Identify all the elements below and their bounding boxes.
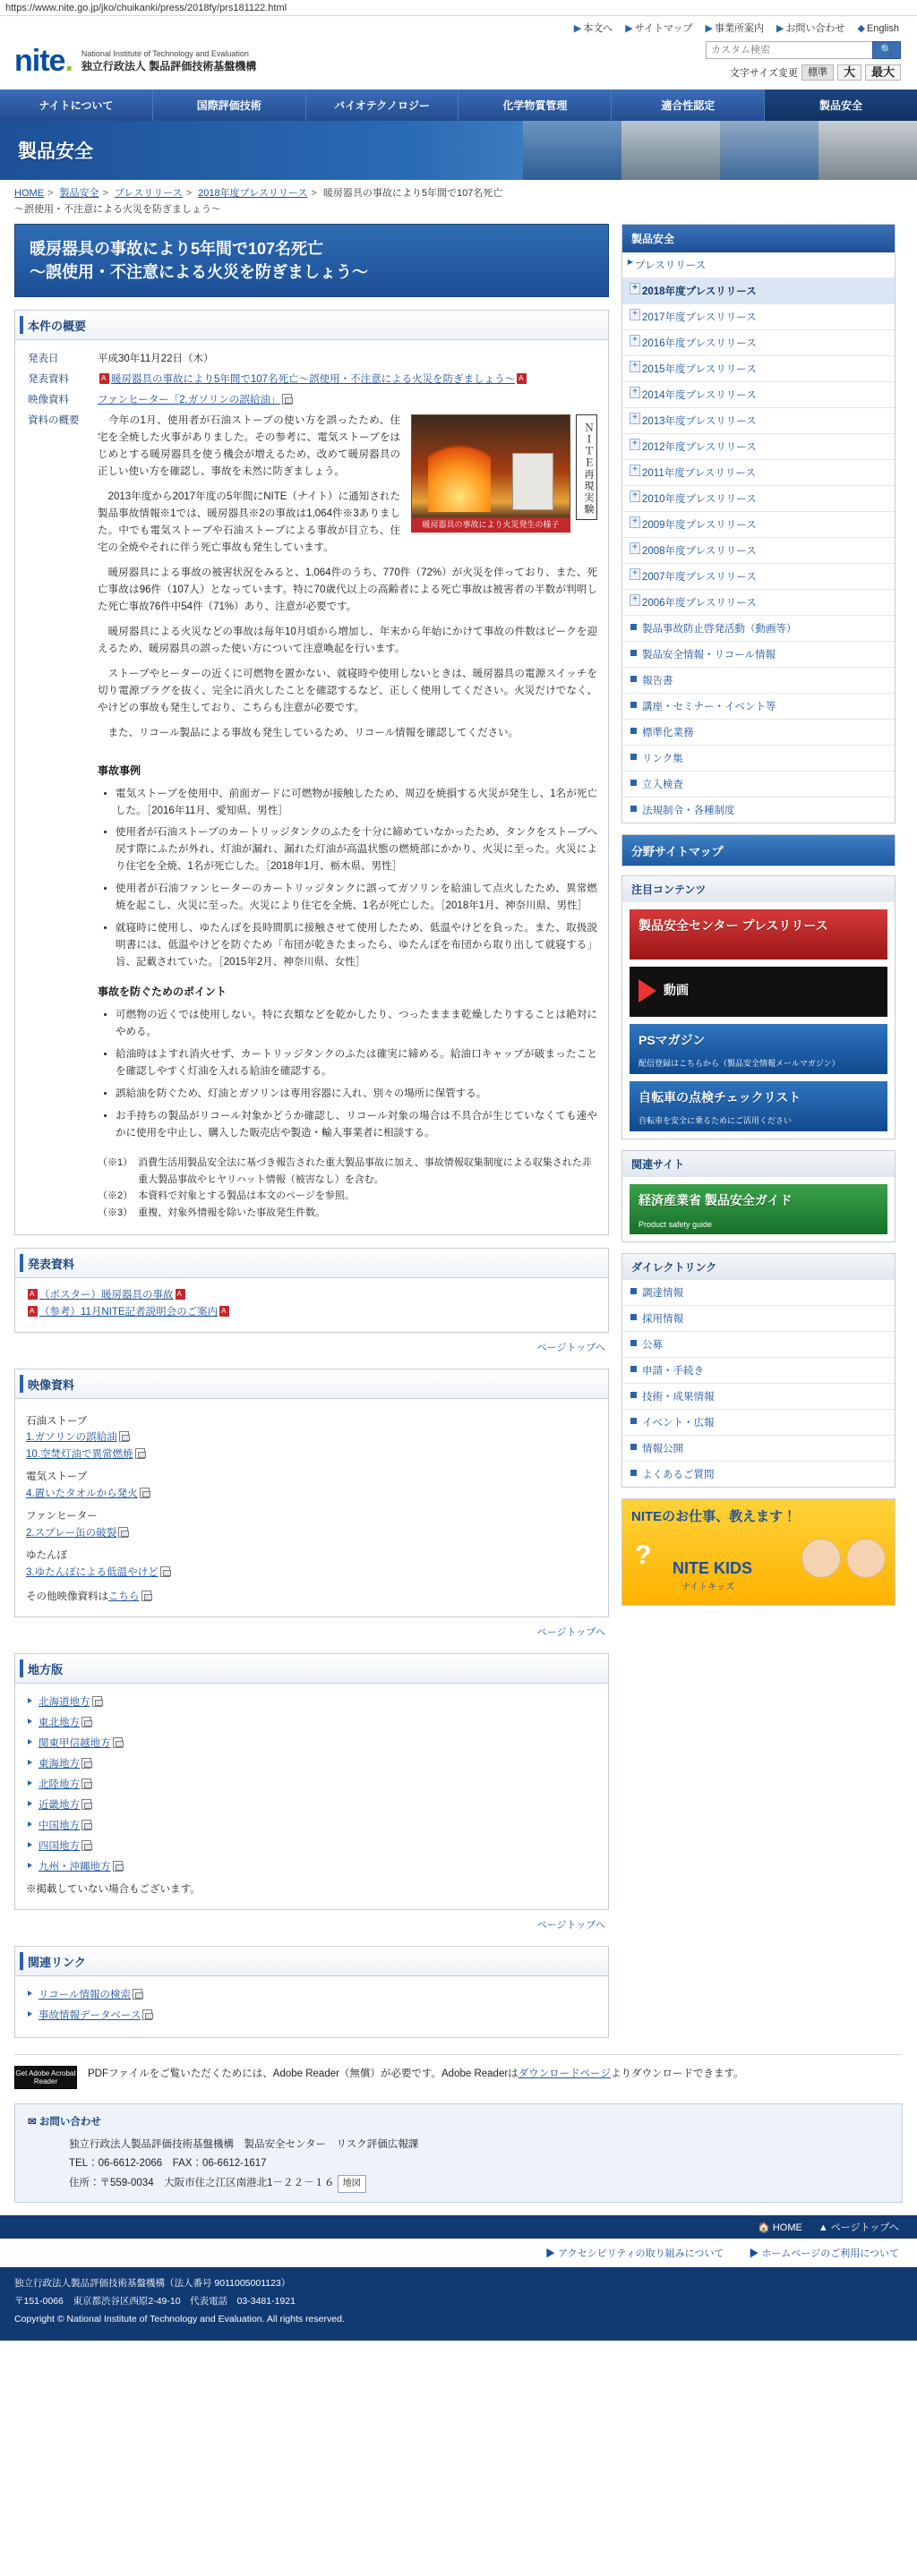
sidebar-item-press-2011[interactable]: + 2011年度プレスリリース (622, 460, 895, 486)
overview-paragraph-4: ストーブやヒーターの近くに可燃物を置かない、就寝時や使用しないときは、暖房器具の電源スイッチを切り電源プラグを抜く、完全に消火したことを確認するなど、正しく使用してください。火災だけでなく、やけどの事故も発生しており、こちらも注意が必要です。 (98, 668, 597, 713)
sidebar-item-press-2009[interactable]: + 2009年度プレスリリース (622, 512, 895, 538)
breadcrumb-press-2018[interactable]: 2018年度プレスリリース (198, 188, 308, 199)
new-window-icon (141, 1591, 151, 1601)
sidebar-item-links[interactable]: リンク集 (622, 746, 895, 772)
video-category-0: 石油ストーブ (26, 1415, 88, 1427)
page-top-link-1[interactable] (14, 1333, 609, 1356)
footnotes (98, 1155, 597, 1222)
banner-meti-guide-label: 経済産業省 製品安全ガイド (638, 1193, 793, 1208)
browser-url-bar[interactable]: https://www.nite.go.jp/jko/chuikanki/press/2018fy/prs181122.html (0, 0, 917, 16)
video-link-1-0[interactable]: 4.置いたタオルから発火 (26, 1488, 138, 1500)
local-link-1[interactable]: 東北地方 (39, 1718, 80, 1729)
sidebar-item-press-2014[interactable]: + 2014年度プレスリリース (622, 382, 895, 408)
figure-caption: 暖房器具の事故により火災発生の様子 (411, 518, 570, 533)
banner-bicycle-check-label: 自転車の点検チェックリスト (638, 1090, 801, 1105)
arrow-icon: ▶ (705, 23, 713, 34)
utility-nav-item-4[interactable]: ◆ English (857, 22, 899, 34)
banner-nite-kids[interactable] (621, 1498, 896, 1606)
logo-dot: . (64, 44, 73, 78)
direct-link-faq[interactable]: よくあるご質問 (622, 1462, 895, 1487)
list-item[interactable] (26, 1985, 597, 2006)
prevention-list (98, 1007, 597, 1142)
sidebar-item-press-2017[interactable]: + 2017年度プレスリリース (622, 304, 895, 330)
sidebar-item-press[interactable]: ▶ プレスリリース (622, 252, 895, 278)
breadcrumb-home[interactable]: HOME (14, 188, 44, 199)
meta-key-summary: 資料の概要 (28, 415, 80, 427)
video-category-2: ファンヒーター (26, 1511, 98, 1523)
hero-banner (0, 121, 917, 180)
list-item: • 電気ストーブを使用中、前面ガードに可燃物が接触したため、周辺を焼損する火災が発生し、1名が死亡した。［2016年11月、愛知県、男性］ (116, 786, 597, 820)
local-note: ※掲載していない場合もございます。 (26, 1883, 201, 1895)
nite-kids-headline: NITEのお仕事、教えます！ (631, 1509, 797, 1525)
gnav-item-accreditation[interactable]: 適合性認定 (612, 90, 765, 121)
page-top-link-3[interactable] (14, 1910, 609, 1933)
footer-accessibility-link[interactable]: ▶ アクセシビリティの取り組みについて (544, 2248, 724, 2260)
list-item (26, 1565, 597, 1582)
banner-press-release-label: 製品安全センター プレスリリース (638, 918, 828, 934)
sidebar-item-press-2010[interactable]: + 2010年度プレスリリース (622, 486, 895, 512)
table-row (26, 390, 597, 411)
list-item: • 就寝時に使用し、ゆたんぽを長時間肌に接触させて使用したため、低温やけどを負った。また、取扱説明書には、低温やけどを防ぐため「布団が乾きたまったら、ゆたんぽを布団から取り出して就寝する」旨、記載されていた。［2015年2月、神奈川県、女性］ (116, 920, 597, 971)
local-link-7[interactable]: 四国地方 (39, 1840, 80, 1852)
figure-label: ＮＩＴＥ再現実験 (576, 414, 597, 520)
video-link-0-0[interactable]: 1.ガソリンの誤給油 (26, 1432, 117, 1444)
avatar (801, 1539, 841, 1578)
related-links-heading: 関連リンク (15, 1947, 608, 1976)
local-body (15, 1684, 608, 1909)
logo-line-ja: 独立行政法人 製品評価技術基盤機構 (81, 59, 257, 73)
banner-ps-magazine-label: PSマガジン (638, 1033, 706, 1048)
sidebar-item-inspection[interactable]: 立入検査 (622, 772, 895, 798)
list-item[interactable] (26, 1713, 597, 1734)
new-window-icon (133, 1989, 142, 2000)
video-category-1: 電気ストーブ (26, 1471, 88, 1483)
local-section (14, 1653, 609, 1910)
overview-section (14, 310, 609, 1234)
direct-link-offering[interactable]: 公募 (622, 1332, 895, 1358)
sidebar-nav-box (621, 224, 896, 823)
overview-paragraph-3: 暖房器具による火災などの事故は毎年10月頃から増加し、年末から年始にかけて事故の件数はピークを迎えるため、暖房器具の誤った使い方について注意喚起を行います。 (98, 626, 597, 654)
video-materials-heading: 映像資料 (15, 1369, 608, 1399)
attention-title: 注目コンテンツ (621, 875, 896, 902)
map-button[interactable]: 地図 (338, 2175, 366, 2194)
footer-bar (0, 2267, 917, 2341)
font-size-switcher (730, 64, 901, 81)
overview-paragraph-2: 暖房器具による事故の被害状況をみると、1,064件のうち、770件（72%）が火災を伴っており、また、死亡事故は96件（107人）となっています。特に70歳代以上の高齢者による死亡事故は被害者の半数が判明した死亡事故76件中54件（71%）あり、注意が必要です。 (98, 567, 597, 612)
new-window-icon (113, 1737, 123, 1748)
press-materials-section (14, 1248, 609, 1333)
pdf-note-before: PDFファイルをご覧いただくためには、Adobe Reader（無償）が必要です。Adobe Readerは (88, 2068, 518, 2079)
footnote-mark: （※1） (98, 1156, 133, 1168)
footnote-0 (98, 1155, 597, 1188)
cases-list (98, 786, 597, 972)
pdf-icon (517, 373, 527, 384)
banner-bicycle-check-sub: 自転車を安全に乗るためにご活用ください (638, 1116, 793, 1126)
gnav-item-international[interactable]: 国際評価技術 (153, 90, 306, 121)
prevention-heading: 事故を防ぐためのポイント (98, 985, 227, 999)
footer-address: 〒151-0066 東京都渋谷区西原2-49-10 代表電話 03-3481-1921 (14, 2295, 296, 2307)
list-item (26, 1429, 597, 1446)
list-item[interactable] (26, 1857, 597, 1878)
local-link-8[interactable]: 九州・沖縄地方 (39, 1861, 111, 1872)
list-item[interactable] (26, 1837, 597, 1857)
utility-nav-item-0[interactable]: ▶ 本文へ (573, 23, 613, 34)
play-icon (638, 979, 656, 1002)
sitemap-banner[interactable] (621, 834, 896, 866)
new-window-icon (282, 394, 292, 405)
font-size-standard[interactable]: 標準 (801, 64, 834, 81)
direct-link-events[interactable]: イベント・広報 (622, 1410, 895, 1436)
direct-link-technology[interactable]: 技術・成果情報 (622, 1384, 895, 1410)
page (0, 16, 917, 2341)
list-item[interactable] (26, 1734, 597, 1754)
overview-paragraph-5: また、リコール製品による事故も発生しているため、リコール情報を確認してください。 (98, 727, 519, 738)
breadcrumb: HOME > 製品安全 > プレスリリース > 2018年度プレスリリース > 暖房器具の事故により5年間で107名死亡 ～誤使用・不注意による火災を防ぎましょう～ (0, 180, 917, 220)
gnav-item-about[interactable]: ナイトについて (0, 90, 153, 121)
page-title (14, 224, 609, 297)
footnote-mark: （※2） (98, 1190, 133, 1202)
press-materials-body (15, 1278, 608, 1332)
video-material-link[interactable]: ファンヒーター「2.ガソリンの誤給油」 (98, 395, 281, 406)
local-link-3[interactable]: 東海地方 (39, 1759, 80, 1770)
new-window-icon (113, 1861, 123, 1872)
list-item: • お手持ちの製品がリコール対象かどうか確認し、リコール対象の場合は不具合が生じていなくても速やかに使用を中止し、購入した販売店や製造・輸入事業者に相談する。 (116, 1108, 597, 1142)
arrow-icon: ▶ (776, 23, 784, 34)
sidebar-item-press-2012[interactable]: + 2012年度プレスリリース (622, 434, 895, 460)
list-item: • 使用者が石油ストーブのカートリッジタンクのふたを十分に締めていなかったため、タンクをストーブへ戻す際にふたが外れ、灯油が漏れ、漏れた灯油が高温状態の燃焼部にかかり、火災に至った。火災により住宅を全焼、1名が死亡した。［2018年1月、栃木県、男性］ (116, 824, 597, 875)
avatar (846, 1539, 886, 1578)
globe-icon: ◆ (857, 22, 865, 34)
footnote-mark: （※3） (98, 1207, 133, 1218)
related-sites-box (621, 1177, 896, 1242)
sidebar-item-reports[interactable]: 報告書 (622, 668, 895, 694)
sidebar-item-standardization[interactable]: 標準化業務 (622, 720, 895, 746)
video-link-2-0[interactable]: 2.スプレー缶の破裂 (26, 1528, 117, 1540)
sidebar-item-press-2007[interactable]: + 2007年度プレスリリース (622, 564, 895, 590)
press-briefing-link[interactable]: （参考）11月NITE記者説明会のご案内 (39, 1306, 219, 1318)
direct-links-title: ダイレクトリンク (621, 1253, 896, 1280)
video-footer-text: その他映像資料は (26, 1591, 108, 1603)
direct-link-disclosure[interactable]: 情報公開 (622, 1436, 895, 1462)
search-button[interactable]: 🔍 (872, 41, 901, 59)
logo-text (81, 48, 256, 73)
banner-video[interactable] (630, 967, 887, 1017)
list-item[interactable] (26, 2006, 597, 2026)
related-links-list (26, 1985, 597, 2026)
footnote-text: 消費生活用製品安全法に基づき報告された重大製品事故に加え、事故情報収集制度による収集された非重大製品事故やヒヤリハット情報（被害なし）を含む。 (138, 1156, 592, 1185)
footer-pagetop-link[interactable]: ▲ ページトップへ (818, 2222, 899, 2234)
footer-copyright: Copyright © National Institute of Technology and Evaluation. All rights reserved. (14, 2313, 345, 2324)
sidebar-item-press-2016[interactable]: + 2016年度プレスリリース (622, 330, 895, 356)
page-title-line2: ～誤使用・不注意による火災を防ぎましょう～ (30, 263, 368, 282)
new-window-icon (81, 1717, 91, 1727)
gnav-item-chemical[interactable]: 化学物質管理 (458, 90, 612, 121)
heater-shape (512, 453, 553, 510)
footer-terms-link[interactable]: ▶ ホームページのご利用について (749, 2248, 899, 2260)
meta-key-date: 発表日 (28, 354, 59, 365)
meta-key-press: 発表資料 (28, 374, 69, 386)
direct-link-application[interactable]: 申請・手続き (622, 1358, 895, 1384)
pdf-icon (28, 1306, 38, 1317)
video-materials-body (15, 1399, 608, 1617)
related-link-1[interactable]: 事故情報データベース (39, 2009, 141, 2021)
pdf-download-link[interactable]: ダウンロードページ (518, 2068, 611, 2079)
table-row (26, 370, 597, 390)
list-item: • 誤給油を防ぐため、灯油とガソリンは専用容器に入れ、別々の場所に保管する。 (116, 1086, 597, 1103)
question-icon: ? (635, 1540, 652, 1571)
overview-paragraph-0: 今年の1月、使用者が石油ストーブの使い方を誤ったため、住宅を全焼した火事がありました。その参考に、電気ストーブをはじめとする暖房器具を使う機会が増えるため、改めて暖房器具の正しい使い方を確認し、事故を未然に防ぎましょう。 (98, 415, 400, 478)
related-links-section (14, 1946, 609, 2038)
breadcrumb-press[interactable]: プレスリリース (115, 188, 183, 199)
new-window-icon (81, 1778, 91, 1789)
related-link-0[interactable]: リコール情報の検索 (39, 1989, 132, 2000)
sidebar-item-seminars[interactable]: 講座・セミナー・イベント等 (622, 694, 895, 720)
direct-links-list (622, 1280, 895, 1487)
local-link-6[interactable]: 中国地方 (39, 1821, 80, 1831)
local-heading: 地方版 (15, 1654, 608, 1684)
local-list (26, 1693, 597, 1878)
utility-nav-item-1[interactable]: ▶ サイトマップ (625, 23, 693, 34)
new-window-icon (81, 1799, 91, 1810)
banner-meti-guide[interactable] (630, 1184, 887, 1234)
site-header (0, 38, 917, 90)
new-window-icon (81, 1840, 91, 1851)
list-item: • 給油時はよすれ消火せず、カートリッジタンクのふたは確実に締める。給油口キャップが破まったことを確認しやすく灯油を入れる給油を確認する。 (116, 1046, 597, 1080)
local-link-5[interactable]: 近畿地方 (39, 1800, 80, 1812)
sidebar-item-press-2008[interactable]: + 2008年度プレスリリース (622, 538, 895, 564)
pdf-icon (99, 373, 109, 384)
local-link-4[interactable]: 北陸地方 (39, 1779, 80, 1791)
list-item[interactable] (26, 1816, 597, 1837)
page-top-label[interactable]: ページトップへ (536, 1342, 605, 1353)
utility-nav (0, 16, 917, 38)
adobe-reader-icon[interactable]: Get Adobe Acrobat Reader (14, 2066, 77, 2089)
inquiry-address: 住所：〒559-0034 大阪市住之江区南港北1－２２－１６ 地図 (28, 2174, 889, 2194)
overview-meta-table (26, 349, 597, 1223)
list-item[interactable] (26, 1796, 597, 1816)
footer-org: 独立行政法人製品評価技術基盤機構（法人番号 9011005001123） (14, 2278, 291, 2290)
nite-logo-mark: nite. (14, 44, 73, 78)
page-top-link-2[interactable] (14, 1617, 609, 1641)
footnote-text: 重複、対象外情報を除いた事故発生件数。 (138, 1207, 326, 1218)
page-title-line1: 暖房器具の事故により5年間で107名死亡 (30, 240, 324, 259)
gnav-item-product-safety[interactable]: 製品安全 (765, 90, 917, 121)
utility-nav-item-3[interactable]: ▶ お問い合わせ (776, 23, 845, 34)
banner-bicycle-check[interactable] (630, 1081, 887, 1131)
meta-value-video (98, 390, 597, 411)
sidebar-item-press-2006[interactable]: + 2006年度プレスリリース (622, 590, 895, 616)
page-top-label[interactable]: ページトップへ (536, 1627, 605, 1639)
attention-box (621, 902, 896, 1139)
new-window-icon (81, 1758, 91, 1769)
footer-links (0, 2239, 917, 2267)
arrow-icon: ▶ (573, 23, 582, 34)
global-nav (0, 90, 917, 121)
logo-line-en: National Institute of Technology and Evaluation (81, 48, 249, 58)
utility-nav-item-2[interactable]: ▶ 事業所案内 (705, 23, 764, 34)
footer-nav (0, 2215, 917, 2239)
table-row (26, 411, 597, 1223)
press-poster-link[interactable]: （ポスター）暖房器具の事故 (39, 1289, 174, 1301)
font-size-label: 文字サイズ変更 (729, 68, 798, 79)
meta-value-press (98, 370, 597, 390)
banner-press-release[interactable] (630, 909, 887, 960)
gnav-item-biotech[interactable]: バイオテクノロジー (306, 90, 459, 121)
breadcrumb-product-safety[interactable]: 製品安全 (59, 188, 99, 199)
banner-ps-magazine[interactable] (630, 1024, 887, 1074)
direct-link-procurement[interactable]: 調達情報 (622, 1280, 895, 1306)
font-size-largest[interactable]: 最大 (865, 64, 901, 81)
new-window-icon (119, 1431, 129, 1442)
sidebar-item-recall[interactable]: 製品安全情報・リコール情報 (622, 642, 895, 668)
hero-title: 製品安全 (18, 141, 93, 162)
sidebar (621, 224, 896, 1615)
table-row (26, 349, 597, 370)
meta-key-video: 映像資料 (28, 395, 69, 406)
local-link-2[interactable]: 関東甲信越地方 (39, 1738, 111, 1750)
sidebar-item-awareness[interactable]: 製品事故防止啓発活動（動画等） (622, 616, 895, 642)
sidebar-item-regulations[interactable]: 法規制令・各種制度 (622, 798, 895, 823)
list-item: • 使用者が石油ファンヒーターのカートリッジタンクに誤ってガソリンを給油して点火したため、異常燃焼を起こし、火災に至った。火災により住宅を全焼、1名が死亡した。［2018年1月、神奈川県、男性］ (116, 881, 597, 915)
video-footer (26, 1589, 597, 1606)
figure (411, 414, 570, 533)
new-window-icon (135, 1448, 145, 1459)
arrow-icon: ▶ (625, 23, 633, 34)
list-item (26, 1446, 597, 1463)
nite-kids-subtitle: ナイトキッズ (681, 1582, 735, 1593)
breadcrumb-current-sub: ～誤使用・不注意による火災を防ぎましょう～ (14, 203, 221, 215)
video-footer-link[interactable]: こちら (108, 1591, 140, 1603)
list-item[interactable] (26, 1754, 597, 1775)
sidebar-item-press-2018[interactable]: + 2018年度プレスリリース (622, 278, 895, 304)
new-window-icon (142, 2009, 152, 2020)
new-window-icon (118, 1527, 128, 1538)
meta-value-summary (98, 411, 597, 1223)
pdf-icon (28, 1289, 38, 1300)
meta-value-date: 平成30年11月22日（木） (98, 354, 214, 365)
footer-home-link[interactable]: 🏠 HOME (758, 2222, 802, 2233)
figure-image (411, 414, 570, 518)
list-item (26, 1486, 597, 1503)
inquiry-tel: TEL：06-6612-2066 FAX：06-6612-1617 (69, 2158, 267, 2170)
overview-body (15, 340, 608, 1233)
sidebar-item-press-2015[interactable]: + 2015年度プレスリリース (622, 356, 895, 382)
local-link-0[interactable]: 北海道地方 (39, 1697, 90, 1709)
overview-heading: 本件の概要 (15, 311, 608, 340)
related-links-body (15, 1976, 608, 2037)
cases-heading: 事故事例 (98, 763, 141, 777)
banner-video-label: 動画 (664, 983, 689, 998)
site-logo[interactable] (14, 46, 256, 76)
video-category-3: ゆたんぽ (26, 1550, 67, 1562)
list-item (26, 1304, 597, 1321)
list-item: • 可燃物の近くでは使用しない。特に衣類などを乾かしたり、つったままま乾燥したりすることは絶対にやめる。 (116, 1007, 597, 1041)
main-layout (0, 220, 917, 2038)
banner-ps-magazine-sub: 配信登録はこちらから（製品安全情報メールマガジン） (638, 1059, 840, 1069)
pdf-icon (176, 1289, 185, 1300)
font-size-large[interactable]: 大 (837, 64, 861, 81)
header-right (706, 41, 901, 81)
sidebar-item-press-2013[interactable]: + 2013年度プレスリリース (622, 408, 895, 434)
pdf-note-text (88, 2066, 744, 2084)
list-item (26, 1525, 597, 1542)
flame-shape (428, 435, 491, 512)
nite-kids-title: NITE KIDS (673, 1559, 753, 1578)
press-materials-heading: 発表資料 (15, 1249, 608, 1278)
sidebar-title: 製品安全 (622, 225, 895, 252)
banner-meti-guide-sub: Product safety guide (638, 1220, 713, 1230)
sidebar-nav-list (622, 252, 895, 823)
video-link-3-0[interactable]: 3.ゆたんぽによる低温やけど (26, 1567, 159, 1579)
pdf-note (14, 2054, 903, 2089)
new-window-icon (140, 1488, 150, 1498)
inquiry-org: 独立行政法人製品評価技術基盤機構 製品安全センター リスク評価広報課 (69, 2139, 419, 2151)
inquiry-box (14, 2103, 903, 2203)
page-top-label[interactable]: ページトップへ (536, 1919, 605, 1931)
overview-paragraph-1: 2013年度から2017年度の5年間にNITE（ナイト）に通知された製品事故情報※1では、暖房器具※2の事故は1,064件※3ありました。中でも電気ストーブや石油ストーブによる事故が目立ち、住宅の全焼やそれに伴う死亡事故も発生しています。 (98, 491, 400, 554)
search-input[interactable] (706, 41, 872, 59)
footnote-text: 本資料で対象とする製品は本文のページを参照。 (138, 1190, 355, 1202)
video-link-0-1[interactable]: 10.空焚灯油で異常燃焼 (26, 1449, 133, 1461)
footnote-1 (98, 1188, 597, 1205)
pdf-icon (219, 1306, 229, 1317)
footnote-2 (98, 1205, 597, 1222)
sitemap-banner-label[interactable]: 分野サイトマップ (622, 835, 895, 866)
list-item[interactable] (26, 1693, 597, 1713)
hero-photos (523, 121, 917, 180)
new-window-icon (92, 1696, 102, 1707)
inquiry-title: ✉ お問い合わせ (28, 2116, 101, 2128)
video-materials-section (14, 1369, 609, 1618)
breadcrumb-current: 暖房器具の事故により5年間で107名死亡 (322, 188, 503, 199)
direct-links-box (621, 1280, 896, 1488)
related-sites-title: 関連サイト (621, 1150, 896, 1177)
list-item (26, 1287, 597, 1304)
list-item[interactable] (26, 1775, 597, 1796)
pdf-note-after: よりダウンロードできます。 (610, 2068, 744, 2079)
press-material-link[interactable]: 暖房器具の事故により5年間で107名死亡～誤使用・不注意による火災を防ぎましょう～ (111, 374, 516, 386)
new-window-icon (81, 1820, 91, 1830)
direct-link-recruit[interactable]: 採用情報 (622, 1306, 895, 1332)
content-column (14, 224, 609, 2038)
search-area (706, 41, 901, 59)
new-window-icon (160, 1566, 170, 1577)
